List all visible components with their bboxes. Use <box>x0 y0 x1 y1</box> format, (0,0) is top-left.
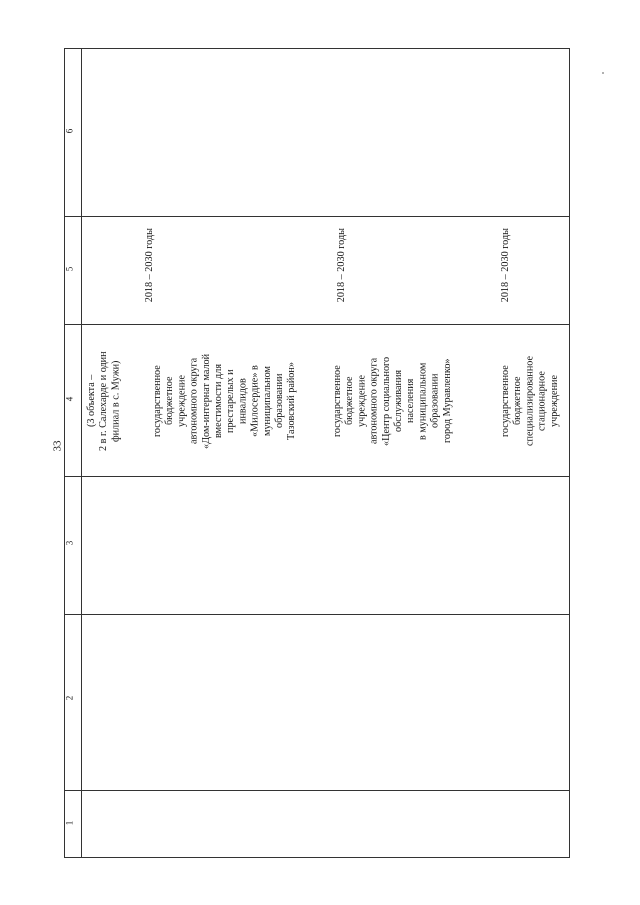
cell-col5-row3: 2018 – 2030 годы <box>336 228 347 303</box>
cell-col4-row4: государственное бюджетное специализированное стационарное учреждение <box>500 355 560 447</box>
document-table <box>64 48 570 858</box>
column-header: 2 <box>64 695 75 701</box>
column-header: 1 <box>64 820 75 826</box>
cell-col5-row4: 2018 – 2030 годы <box>500 228 511 303</box>
cell-col4-row2: государственное бюджетное учреждение автономного округа «Дом-интернат малой вместимости для престарелых и инвалидов «Милосердие» в муниципальном образовании Тазовский район» <box>152 353 298 449</box>
table-border <box>64 48 570 858</box>
col-separator <box>64 614 570 615</box>
cell-col5-row2: 2018 – 2030 годы <box>144 228 155 303</box>
col-separator <box>64 216 570 217</box>
page-number: 33 <box>51 440 64 452</box>
scan-speck <box>602 72 604 74</box>
cell-col4-row3: государственное бюджетное учреждение автономного округа «Центр социального обслуживания населения в муниципальном образовании город Муравленко» <box>332 356 453 446</box>
column-header: 4 <box>64 396 75 402</box>
column-header: 6 <box>64 128 75 134</box>
cell-col4-row1: (3 объекта – 2 в г. Салехарде и один филиал в с. Мужи) <box>86 351 122 451</box>
column-header: 3 <box>64 540 75 546</box>
col-separator <box>64 790 570 791</box>
col-separator <box>64 476 570 477</box>
column-header: 5 <box>64 266 75 272</box>
header-strip <box>64 48 82 858</box>
col-separator <box>64 324 570 325</box>
